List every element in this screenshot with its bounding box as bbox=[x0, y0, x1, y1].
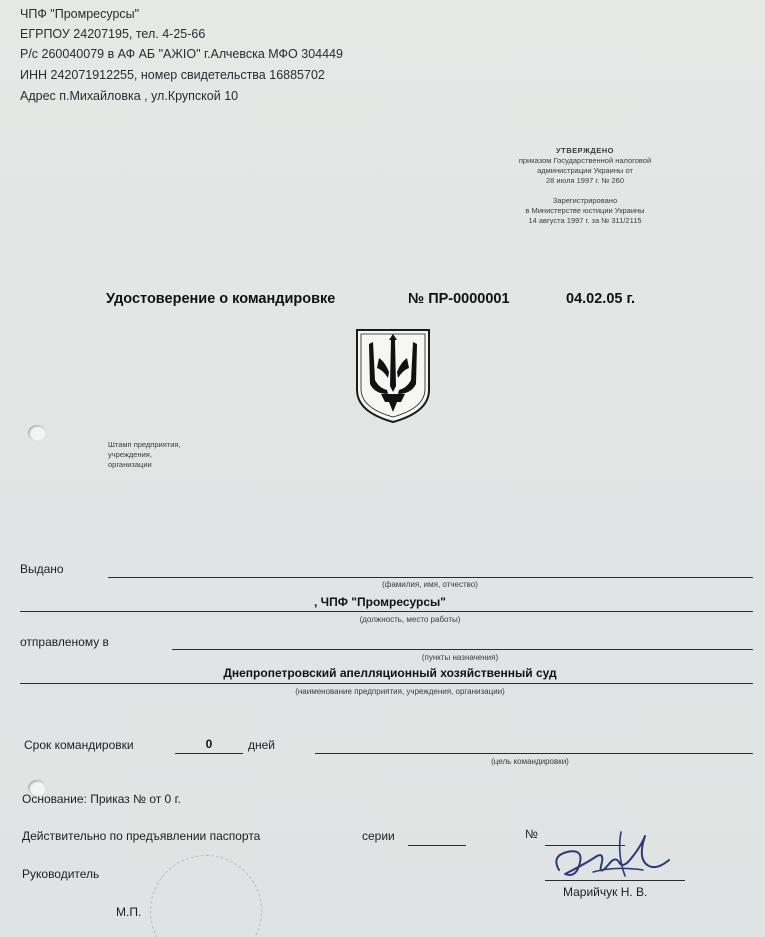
passport-label: Действительно по предъявлении паспорта bbox=[22, 829, 261, 843]
approved-line-3: 28 июля 1997 г. № 260 bbox=[546, 176, 624, 185]
position-line bbox=[20, 611, 753, 612]
company-address: Адрес п.Михайловка , ул.Крупской 10 bbox=[20, 89, 239, 103]
handwritten-signature bbox=[545, 826, 675, 888]
series-line bbox=[408, 845, 466, 846]
sent-label: отправленому в bbox=[20, 635, 109, 649]
company-tax-id: ИНН 242071912255, номер свидетельства 16885702 bbox=[20, 68, 325, 82]
document-number: № ПР-0000001 bbox=[408, 291, 510, 307]
position-value: , ЧПФ "Промресурсы" bbox=[314, 595, 446, 609]
sent-caption: (пункты назначения) bbox=[421, 653, 499, 662]
approved-line-1: приказом Государственной налоговой bbox=[518, 156, 652, 165]
head-name: Марийчук Н. В. bbox=[563, 885, 648, 899]
trident-coat-of-arms-icon bbox=[355, 328, 431, 424]
document-date: 04.02.05 г. bbox=[566, 291, 636, 307]
organization-line bbox=[20, 683, 753, 684]
registered-line-2: в Министерстве юстиции Украины bbox=[525, 206, 645, 215]
stamp-label-line-3: организации bbox=[108, 460, 152, 469]
series-label: серии bbox=[362, 829, 395, 843]
approved-line-2: администрации Украины от bbox=[537, 166, 633, 175]
sent-line bbox=[172, 649, 753, 650]
registered-line-1: Зарегистрировано bbox=[552, 196, 618, 205]
term-line bbox=[175, 753, 243, 754]
term-unit: дней bbox=[248, 738, 276, 752]
basis-text: Основание: Приказ № от 0 г. bbox=[22, 792, 181, 806]
issued-line bbox=[108, 577, 753, 578]
issued-label: Выдано bbox=[20, 562, 64, 576]
purpose-caption: (цель командировки) bbox=[491, 757, 569, 766]
organization-value: Днепропетровский апелляционный хозяйственный суд bbox=[223, 666, 557, 680]
stamp-label-line-2: учреждения, bbox=[108, 450, 152, 459]
punch-hole-top bbox=[28, 425, 46, 441]
approved-title: УТВЕРЖДЕНО bbox=[556, 146, 614, 155]
organization-caption: (наименование предприятия, учреждения, организации) bbox=[295, 687, 505, 696]
position-caption: (должность, место работы) bbox=[359, 615, 461, 624]
issued-caption: (фамилия, имя, отчество) bbox=[382, 580, 478, 589]
stamp-place-label: М.П. bbox=[116, 905, 142, 919]
stamp-label-line-1: Штамп предприятия, bbox=[108, 440, 181, 449]
company-name: ЧПФ "Промресурсы" bbox=[20, 7, 140, 21]
registered-line-3: 14 августа 1997 г. за № 311/2115 bbox=[528, 216, 642, 225]
document-title: Удостоверение о командировке bbox=[106, 291, 336, 307]
passport-number-label: № bbox=[525, 827, 538, 841]
approved-block bbox=[470, 146, 700, 226]
term-label: Срок командировки bbox=[24, 738, 134, 752]
stamp-label bbox=[108, 440, 181, 470]
purpose-line bbox=[315, 753, 753, 754]
round-stamp-mark bbox=[150, 855, 262, 937]
company-code-phone: ЕГРПОУ 24207195, тел. 4-25-66 bbox=[20, 27, 206, 41]
company-bank-account: Р/с 260040079 в АФ АБ "АЖІО" г.Алчевска МФО 304449 bbox=[20, 47, 343, 61]
head-label: Руководитель bbox=[22, 867, 100, 881]
term-value: 0 bbox=[205, 737, 213, 751]
